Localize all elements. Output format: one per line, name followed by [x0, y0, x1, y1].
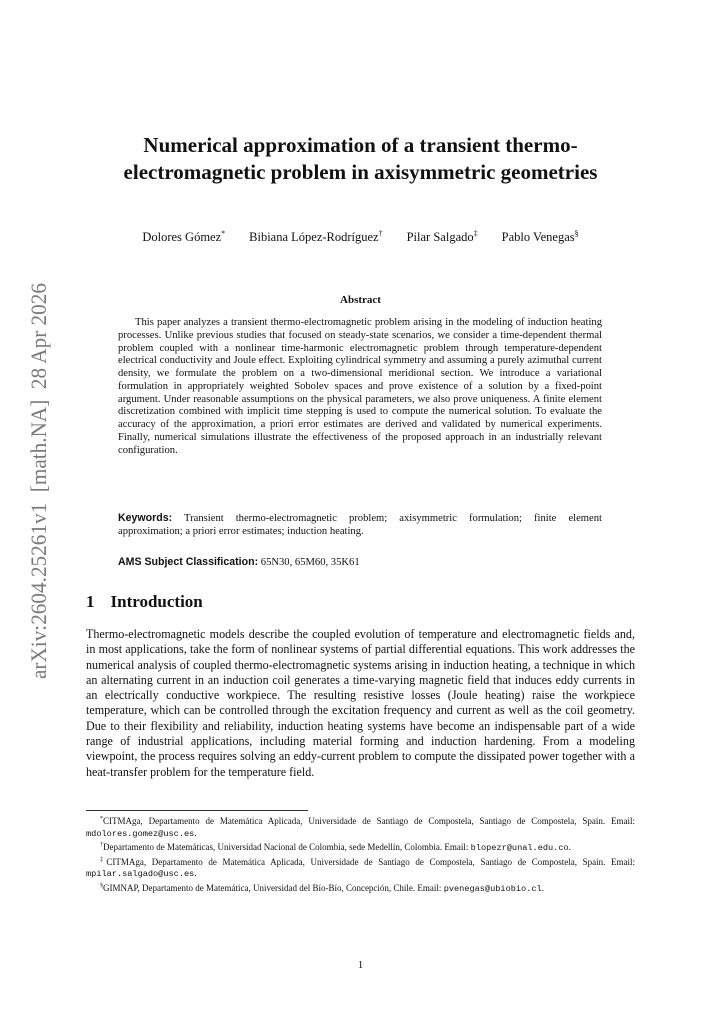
footnote-mark: †	[100, 842, 103, 849]
abstract-text: This paper analyzes a transient thermo-electromagnetic problem arising in the modeling of induction heating processes. Unlike previous studies that focused on steady-state scenarios, we consider a time-dependent thermal problem coupled with a nonlinear time-harmonic electromagnetic problem through temperature-dependent electrical conductivity and Joule effect. Exploiting cylindrical symmetry and assuming a purely azimuthal current density, we formulate the problem on a two-dimensional meridional section. We introduce a variational formulation in appropriately weighted Sobolev spaces and prove existence of a solution by a fixed-point argument. Under reasonable assumptions on the physical parameters, we also prove uniqueness. A finite element discretization combined with implicit time stepping is used to compute the numerical solution. To evaluate the accuracy of the approximation, a priori error estimates are derived and validated by numerical experiments. Finally, numerical simulations illustrate the effectiveness of the proposed approach in an industrially relevant configuration.	[118, 317, 602, 456]
footnote: †Departamento de Matemáticas, Universidad Nacional de Colombia, sede Medellín, Colombia. Email: blopezr@unal.edu.co.	[100, 842, 571, 854]
author-footnote-mark[interactable]: §	[574, 229, 579, 238]
section-number: 1	[86, 592, 95, 611]
section-heading	[86, 592, 203, 612]
ams-codes: 65N30, 65M60, 35K61	[260, 557, 360, 568]
introduction-paragraph: Thermo-electromagnetic models describe the coupled evolution of temperature and electromagnetic fields and, in most applications, take the form of nonlinear systems of partial differential equations. This work addresses the numerical analysis of coupled thermo-electromagnetic systems arising in induction heating, a technique in which an alternating current in an induction coil generates a time-varying magnetic field that induces eddy currents in an electrically conductive workpiece. The resulting resistive losses (Joule heating) raise the workpiece temperature, which can be controlled through the excitation frequency and current as well as the coil geometry. Due to their flexibility and reliability, induction heating systems have become an indispensable part of a wide range of industrial applications, including material forming and induction hardening. From a modeling viewpoint, the process requires solving an eddy-current problem to compute the dissipated power together with a heat-transfer problem for the temperature field.	[86, 627, 635, 779]
footnotes	[86, 814, 635, 896]
footnote: §GIMNAP, Departamento de Matemática, Universidad del Bío-Bío, Concepción, Chile. Email: pvenegas@ubiobio.cl.	[100, 882, 544, 894]
author-name: Pablo Venegas	[501, 230, 575, 245]
arxiv-stamp-text: arXiv:2604.25261v1 [math.NA] 28 Apr 2026	[26, 280, 51, 679]
page-number: 1	[357, 959, 364, 971]
keywords-block	[118, 512, 602, 538]
arxiv-identifier-stamp	[17, 280, 57, 680]
author	[407, 229, 478, 245]
author-list	[60, 229, 661, 245]
footnote-email[interactable]: blopezr@unal.edu.co	[470, 843, 569, 854]
footnote-mark: §	[100, 882, 103, 889]
footnote: *CITMAga, Departamento de Matemática Aplicada, Universidade de Santiago de Compostela, Santiago de Compostela, Spain. Email: mdolores.gomez@usc.es.	[86, 816, 635, 839]
keywords-label: Keywords:	[118, 512, 173, 524]
author	[502, 229, 579, 245]
paper-title: Numerical approximation of a transient thermo-electromagnetic problem in axisymmetric geometries	[123, 133, 598, 184]
footnote-mark: ‡	[100, 856, 107, 863]
footnote-affiliation: CITMAga, Departamento de Matemática Aplicada, Universidade de Santiago de Compostela, Santiago de Compostela, Spain. Email:	[103, 816, 635, 826]
ams-label: AMS Subject Classification:	[118, 556, 259, 568]
author-footnote-mark[interactable]: †	[378, 229, 383, 238]
footnote-mark: *	[100, 816, 103, 822]
footnote-affiliation: Departamento de Matemáticas, Universidad Nacional de Colombia, sede Medellín, Colombia. Email:	[103, 842, 469, 853]
author	[249, 229, 382, 245]
footnote-divider	[86, 810, 308, 811]
footnote-email[interactable]: mpilar.salgado@usc.es	[86, 869, 195, 880]
author-footnote-mark[interactable]: *	[221, 229, 226, 238]
footnote-email[interactable]: pvenegas@ubiobio.cl	[443, 883, 542, 894]
footnote-affiliation: GIMNAP, Departamento de Matemática, Universidad del Bío-Bío, Concepción, Chile. Email:	[103, 882, 442, 893]
author-name: Pilar Salgado	[406, 230, 474, 245]
ams-classification	[118, 556, 602, 568]
author-name: Dolores Gómez	[142, 230, 222, 245]
author-name: Bibiana López-Rodríguez	[249, 230, 379, 245]
footnote: ‡CITMAga, Departamento de Matemática Aplicada, Universidade de Santiago de Compostela, Santiago de Compostela, Spain. Email: mpilar.salgado@usc.es.	[86, 856, 635, 880]
footnote-email[interactable]: mdolores.gomez@usc.es	[86, 828, 195, 839]
author	[142, 229, 225, 245]
abstract-heading: Abstract	[340, 294, 381, 306]
section-title: Introduction	[110, 592, 203, 611]
keywords-text: Transient thermo-electromagnetic problem; axisymmetric formulation; finite element approximation; a priori error estimates; induction heating.	[118, 513, 602, 537]
author-footnote-mark[interactable]: ‡	[473, 229, 478, 238]
footnote-affiliation: CITMAga, Departamento de Matemática Aplicada, Universidade de Santiago de Compostela, Santiago de Compostela, Spain. Email:	[106, 856, 635, 867]
